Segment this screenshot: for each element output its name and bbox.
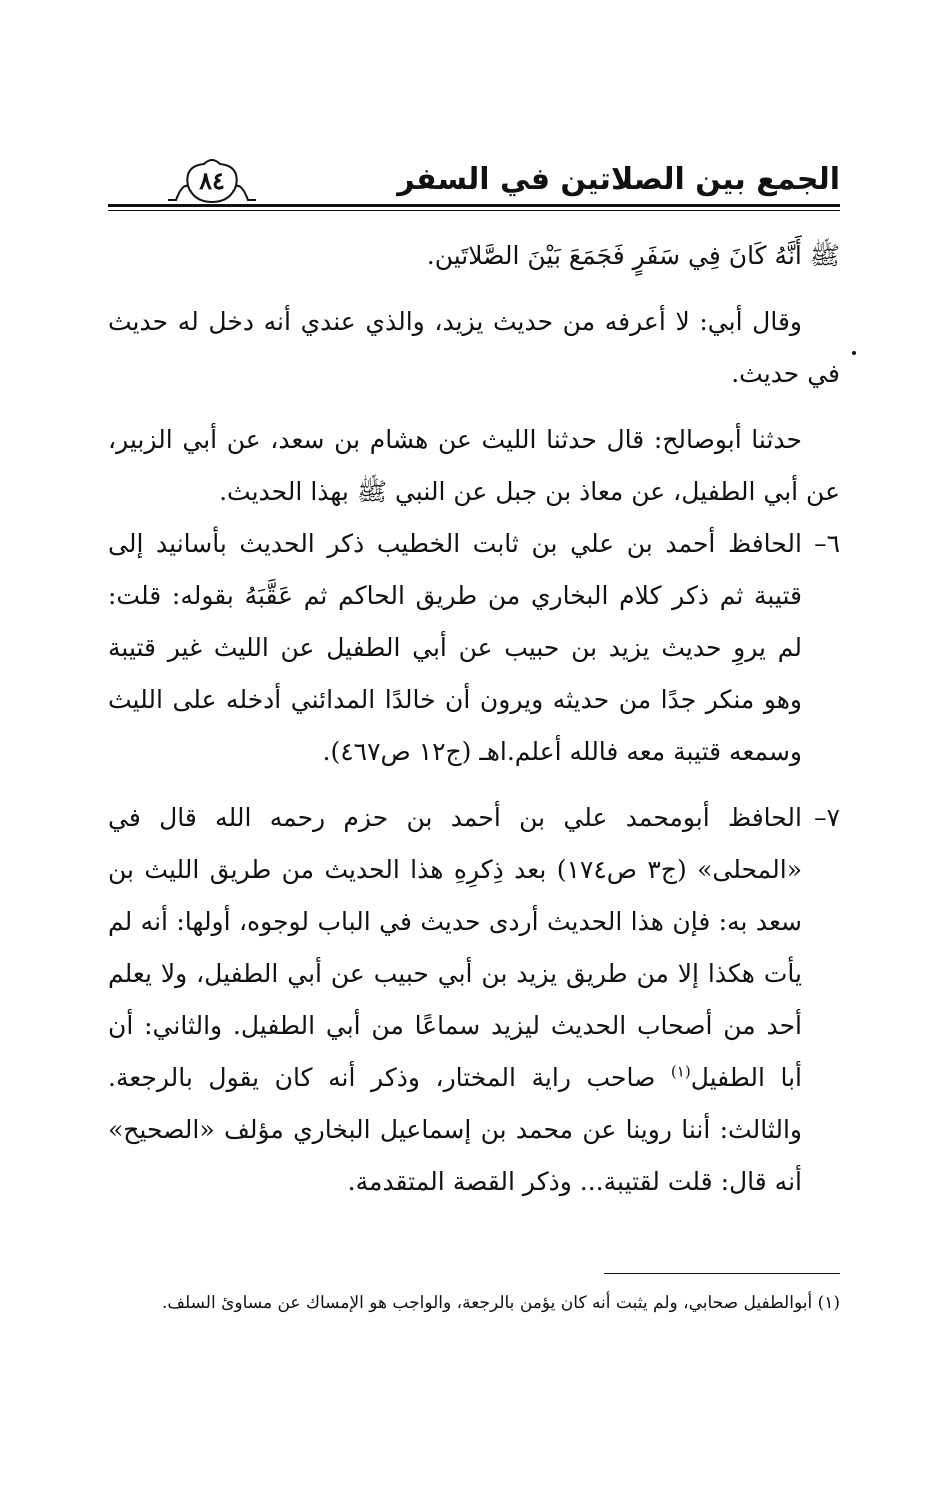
header-rule-thin — [108, 210, 840, 211]
item-7 — [108, 792, 840, 1208]
footnote-separator — [604, 1273, 840, 1274]
hadith-continuation: ﷺ أَنَّهُ كَانَ فِي سَفَرٍ فَجَمَعَ بَيْنَ الصَّلاتَين. — [426, 241, 840, 270]
body-text — [108, 230, 840, 1208]
footnote-reference[interactable]: (١) — [670, 1062, 691, 1081]
item-number: ٧– — [814, 803, 840, 832]
item-6 — [108, 518, 840, 778]
page-number-badge — [164, 156, 260, 206]
running-title: الجمع بين الصلاتين في السفر — [397, 162, 840, 197]
item-text — [108, 792, 802, 1208]
paragraph-isnad: حدثنا أبوصالح: قال حدثنا الليث عن هشام بن سعد، عن أبي الزبير، عن أبي الطفيل، عن معاذ بن جبل عن النبي ﷺ بهذا الحديث. — [108, 425, 840, 506]
page-header — [108, 156, 840, 212]
footnote: (١) أبوالطفيل صحابي، ولم يثبت أنه كان يؤمن بالرجعة، والواجب هو الإمساك عن مساوئ السلف. — [162, 1293, 840, 1313]
margin-dot — [852, 351, 856, 355]
item-number: ٦– — [814, 529, 840, 558]
item-text: الحافظ أحمد بن علي بن ثابت الخطيب ذكر الحديث بأسانيد إلى قتيبة ثم ذكر كلام البخاري من طريق الحاكم ثم عَقَّبَهُ بقوله: قلت: لم يروِ حديث يزيد بن حبيب عن أبي الطفيل عن الليث غير قتيبة وهو منكر جدًا من حديثه ويرون أن خالدًا المدائني أدخله على الليث وسمعه قتيبة معه فالله أعلم.اهـ (ج١٢ ص٤٦٧). — [108, 529, 802, 766]
item-text-part-1: الحافظ أبومحمد علي بن أحمد بن حزم رحمه الله قال في «المحلى» (ج٣ ص١٧٤) بعد ذِكرِهِ هذا الحديث من طريق الليث بن سعد به: فإن هذا الحديث أردى حديث في الباب لوجوه، أولها: أنه لم يأت هكذا إلا من طريق يزيد بن أبي حبيب عن أبي الطفيل، ولا يعلم أحد من أصحاب الحديث ليزيد سماعًا من أبي الطفيل. والثاني: أن أبا الطفيل — [108, 803, 802, 1092]
paragraph-abu-statement: وقال أبي: لا أعرفه من حديث يزيد، والذي عندي أنه دخل له حديث في حديث. — [108, 307, 840, 388]
header-rule — [108, 204, 840, 207]
item-text-part-2: صاحب راية المختار، وذكر أنه كان يقول بالرجعة. والثالث: أننا روينا عن محمد بن إسماعيل البخاري مؤلف «الصحيح» أنه قال: قلت لقتيبة... وذكر القصة المتقدمة. — [108, 1063, 802, 1196]
page-number: ٨٤ — [199, 166, 225, 195]
